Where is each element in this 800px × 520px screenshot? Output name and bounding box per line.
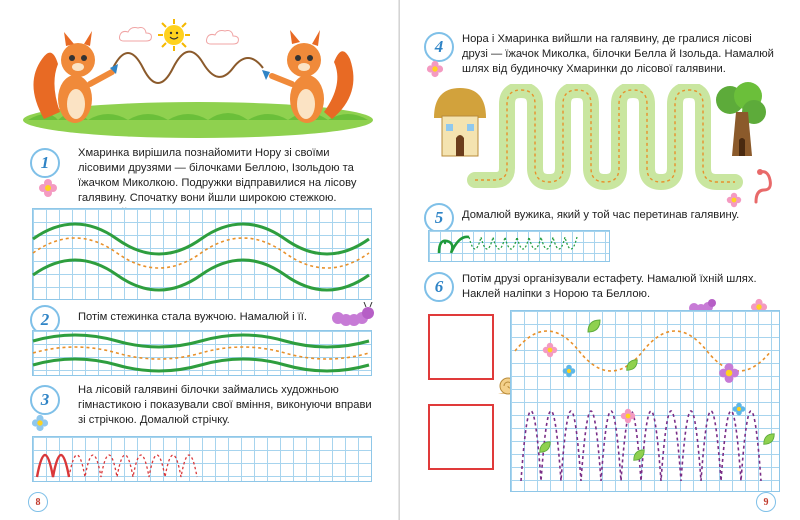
leaf-icon [538,440,552,454]
flower-icon [732,402,746,416]
sticker-placeholder[interactable] [428,314,494,380]
task-instruction: Потім друзі організували естафету. Намалюй їхній шлях. Наклей наліпки з Норою та Беллою. [462,273,757,300]
flower-icon [38,178,58,198]
mushroom-house-icon [430,84,490,160]
task-instruction: Потім стежинка стала вужчою. Намалюй і її. [78,311,308,323]
flower-icon [718,362,740,384]
task-number: 1 [30,148,60,178]
flower-icon [30,414,50,432]
leaf-icon [586,318,602,334]
task-number: 5 [424,203,454,233]
page-number: 9 [756,492,776,512]
flower-icon [562,364,576,378]
cloud-icon [205,28,241,46]
tracing-grid[interactable] [32,436,372,482]
leaf-icon [625,358,639,372]
squirrel-icon [262,24,362,134]
worm-icon [752,166,776,206]
relay-grid[interactable] [510,310,780,492]
tracing-grid[interactable] [32,208,372,300]
tracing-grid[interactable] [428,230,610,262]
task-instruction: Домалюй вужика, який у той час перетинав галявину. [462,209,740,221]
caterpillar-icon [330,302,374,328]
flower-icon [726,192,742,208]
leaf-icon [632,448,646,462]
flower-icon [620,408,636,424]
flower-icon [542,342,558,358]
task-number: 2 [30,305,60,335]
tree-house-icon [712,82,768,158]
right-page [400,0,800,520]
page-number: 8 [28,492,48,512]
task-number: 4 [424,32,454,62]
sun-icon [157,18,191,52]
task-number: 3 [30,385,60,415]
sticker-placeholder[interactable] [428,404,494,470]
task-instruction: Хмаринка вирішила познайомити Нору зі своїми лісовими друзями — білочками Беллою, Ізольдою та їжачком Миколкою. Подружки відправилися на лісову галявину. Спочатку вони йшли широкою стежкою. [78,147,357,204]
squirrel-icon [30,24,120,134]
leaf-icon [762,432,776,446]
flower-icon [426,60,444,78]
task-instruction: На лісовій галявині білочки займались художньою гімнастикою і показували свої вміння, виконуючи вправи зі стрічкою. Домалюй стрічку. [78,384,372,426]
tracing-grid[interactable] [32,330,372,376]
task-instruction: Нора і Хмаринка вийшли на галявину, де гралися лісові друзі — їжачок Миколка, білочки Белла й Ізольда. Намалюй шлях від будиночку Хмаринки до лісової галявини. [462,33,774,75]
cloud-icon [118,25,154,43]
task-number: 6 [424,272,454,302]
